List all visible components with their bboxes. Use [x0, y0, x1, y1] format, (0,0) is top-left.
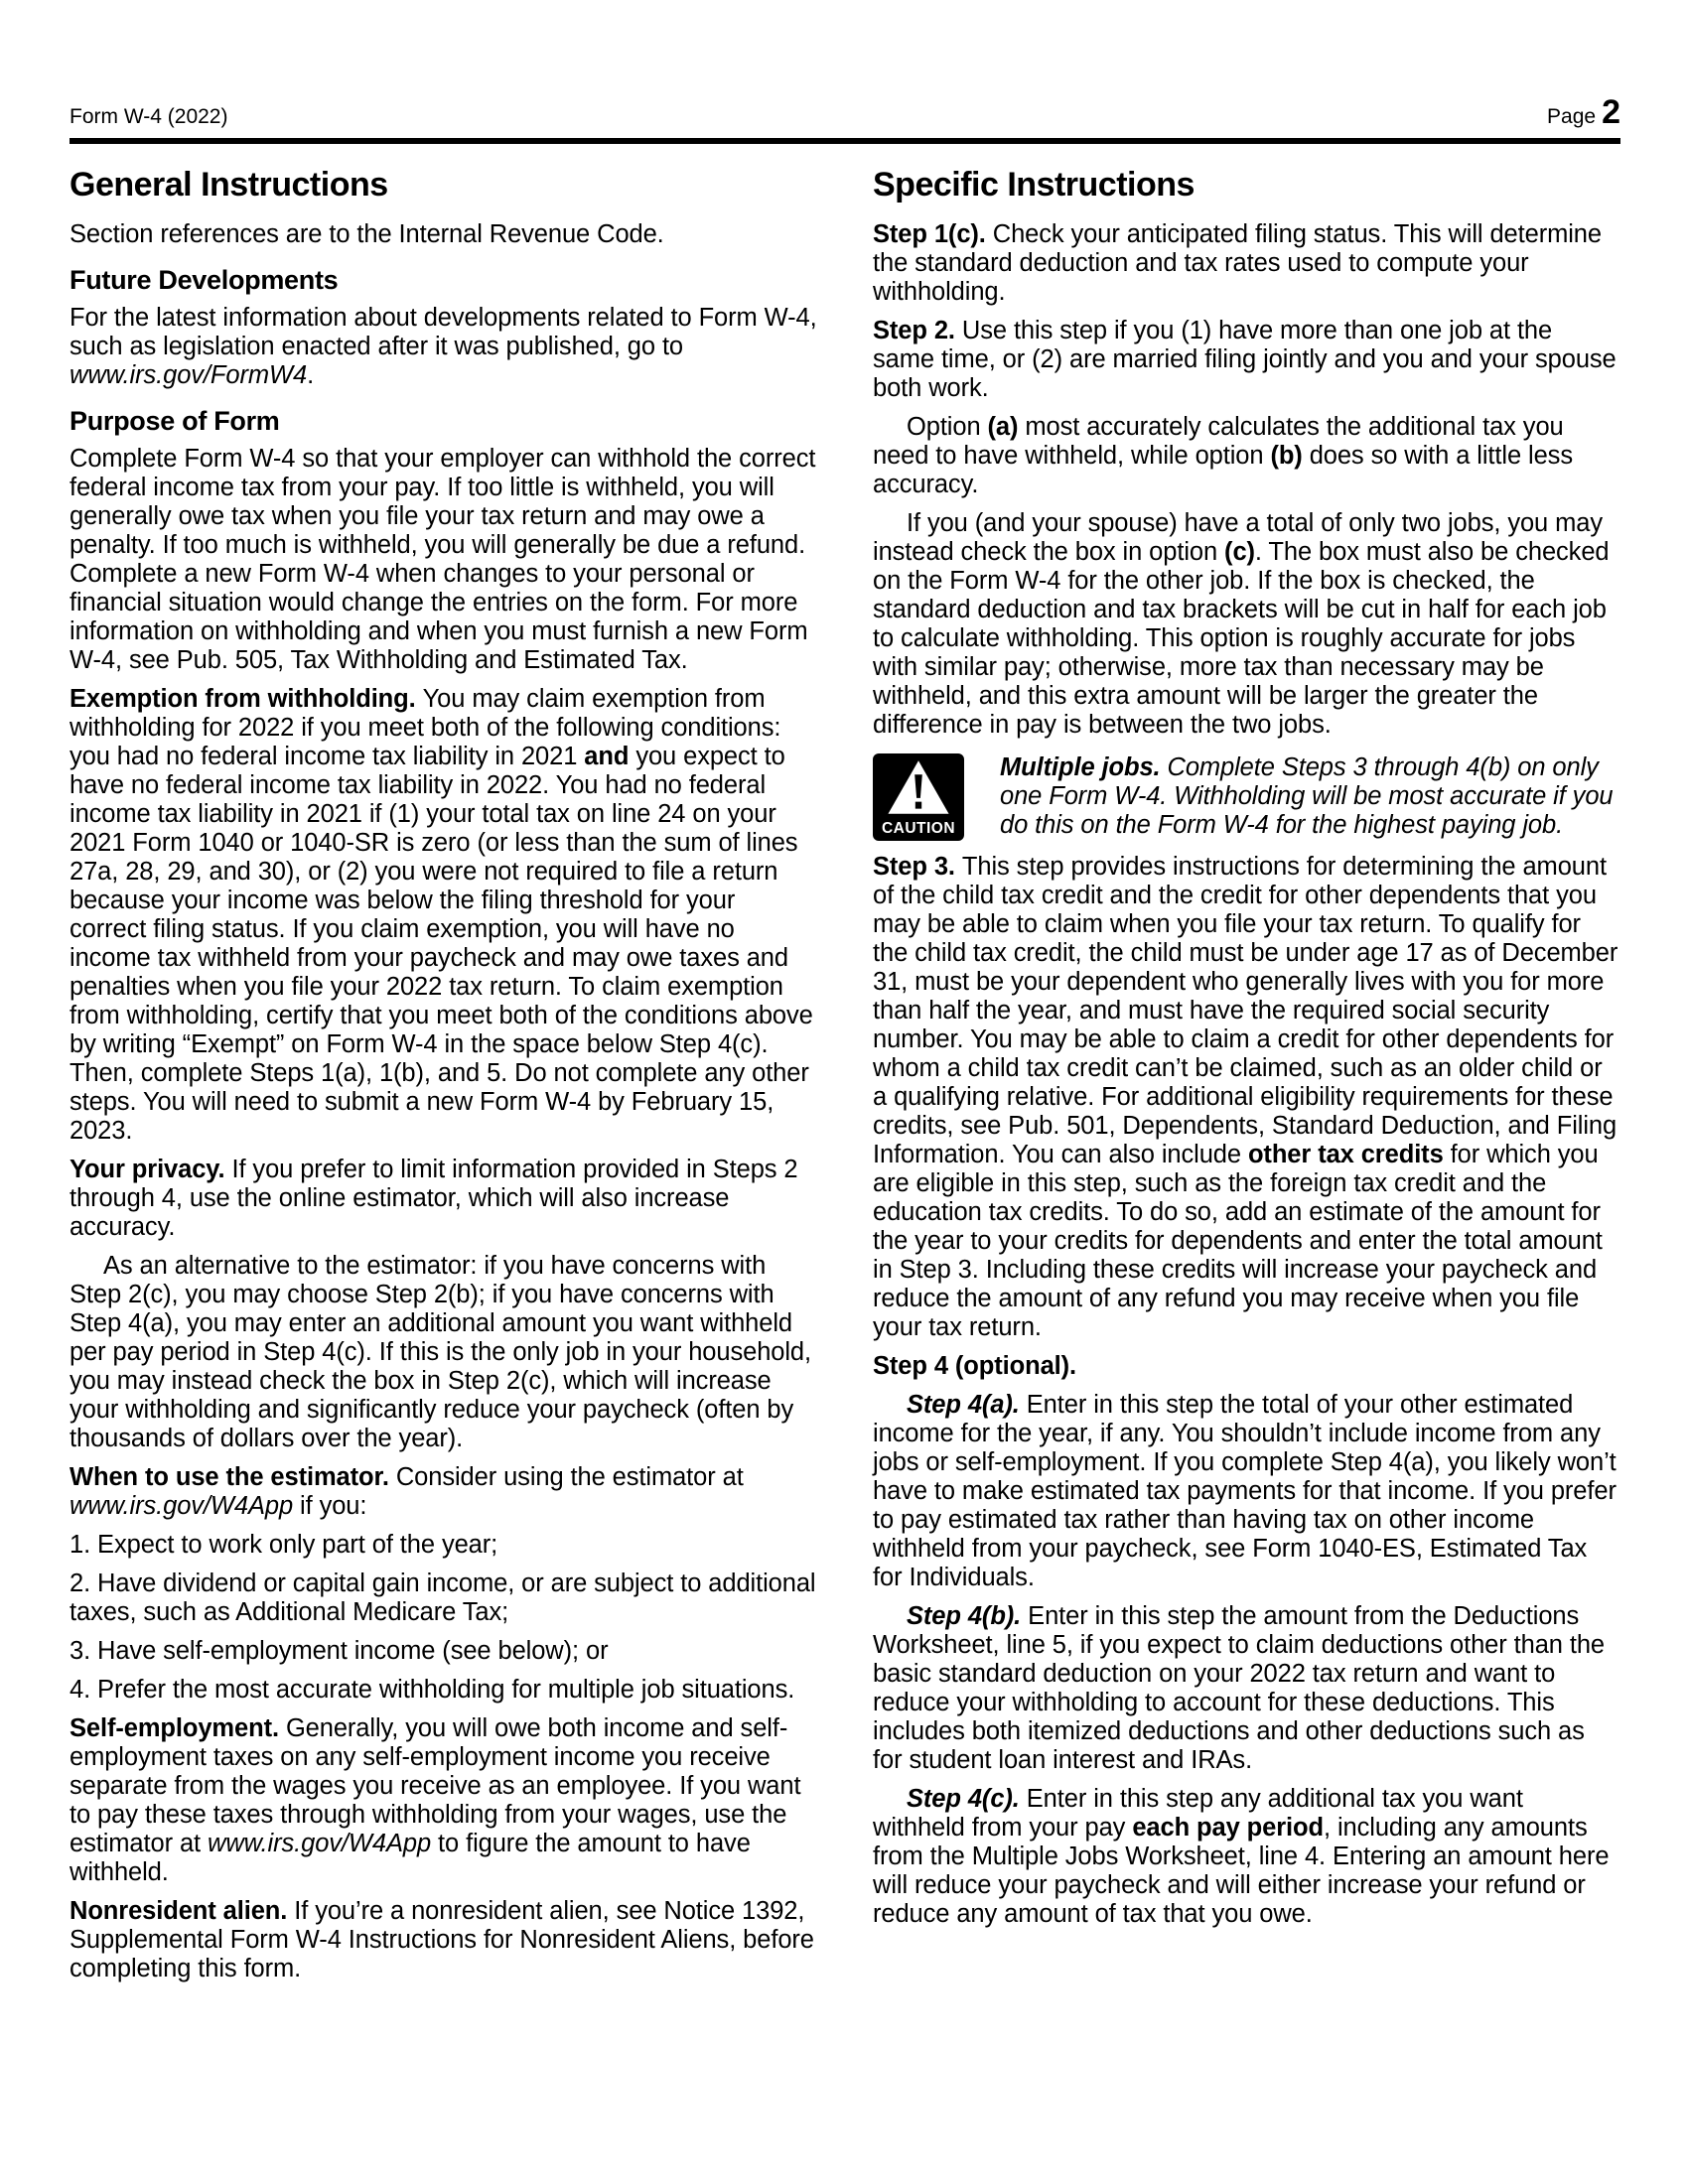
paragraph-your-privacy: Your privacy. If you prefer to limit information provided in Steps 2 through 4, use the online estimator, which will also increase accuracy. — [70, 1156, 798, 1241]
left-column — [70, 156, 817, 1993]
paragraph-step-3: Step 3. This step provides instructions for determining the amount of the child tax credit and the credit for other dependents that you may be able to claim when you file your tax return. To qualify for the child tax credit, the child must be under age 17 as of December 31, must be your dependent who generally lives with you for more than half the year, and must have the required social security number. You may be able to claim a credit for other dependents for whom a child tax credit can’t be claimed, such as an older child or a qualifying relative. For additional eligibility requirements for these credits, see Pub. 501, Dependents, Standard Deduction, and Filing Information. You can also include other tax credits for which you are eligible in this step, such as the foreign tax credit and the education tax credits. To do so, add an estimate of the amount for the year to your credits for dependents and enter the total amount in Step 3. Including these credits will increase your paycheck and reduce the amount of any refund you may receive when you file your tax return. — [873, 853, 1618, 1341]
right-column — [873, 156, 1620, 1993]
page-indicator — [1547, 93, 1620, 132]
paragraph-step-4a: Step 4(a). Enter in this step the total of your other estimated income for the year, if any. You shouldn’t include income from any jobs or self-employment. If you complete Step 4(a), you likely won’t have to make estimated tax payments for that income. If you prefer to pay estimated tax rather than having tax on other income withheld from your paycheck, see Form 1040-ES, Estimated Tax for Individuals. — [873, 1391, 1617, 1591]
caution-icon — [873, 753, 964, 841]
heading-step-4-optional: Step 4 (optional). — [873, 1352, 1077, 1380]
paragraph-when-to-use-estimator: When to use the estimator. Consider using the estimator at www.irs.gov/W4App if you: — [70, 1463, 744, 1520]
page-number: 2 — [1602, 93, 1620, 131]
warning-triangle-icon — [886, 759, 951, 815]
paragraph-purpose-of-form: Complete Form W-4 so that your employer can withhold the correct federal income tax from your pay. If too little is withheld, you will generally owe tax when you file your tax return and may owe a penalty. If too much is withheld, you will generally be due a refund. Complete a new Form W-4 when changes to your personal or financial situation would change the entries on the form. For more information on withholding and when you must furnish a new Form W-4, see Pub. 505, Tax Withholding and Estimated Tax. — [70, 445, 816, 674]
heading-future-developments: Future Developments — [70, 265, 339, 295]
list-item-1: 1. Expect to work only part of the year; — [70, 1531, 498, 1559]
paragraph-nonresident-alien: Nonresident alien. If you’re a nonresident alien, see Notice 1392, Supplemental Form W-4 Instructions for Nonresident Aliens, before completing this form. — [70, 1897, 814, 1982]
paragraph-multiple-jobs-caution: Multiple jobs. Complete Steps 3 through 4(b) on only one Form W-4. Withholding will be most accurate if you do this on the Form W-4 for the highest paying job. — [1000, 753, 1614, 839]
caution-icon-label: CAUTION — [881, 819, 956, 837]
paragraph-exemption-from-withholding: Exemption from withholding. You may claim exemption from withholding for 2022 if you meet both of the following conditions: you had no federal income tax liability in 2021 and you expect to have no federal income tax liability in 2022. You had no federal income tax liability in 2021 if (1) your total tax on line 24 on your 2021 Form 1040 or 1040-SR is zero (or less than the sum of lines 27a, 28, 29, and 30), or (2) you were not required to file a return because your income was below the filing threshold for your correct filing status. If you claim exemption, you will have no income tax withheld from your paycheck and may owe taxes and penalties when you file your 2022 tax return. To claim exemption from withholding, certify that you meet both of the conditions above by writing “Exempt” on Form W-4 in the space below Step 4(c). Then, complete Steps 1(a), 1(b), and 5. Do not complete any other steps. You will need to submit a new Form W-4 by February 15, 2023. — [70, 685, 813, 1145]
caution-callout — [873, 753, 1620, 841]
paragraph-step-4b: Step 4(b). Enter in this step the amount from the Deductions Worksheet, line 5, if you expect to claim deductions other than the basic standard deduction on your 2022 tax return and want to reduce your withholding to account for these deductions. This includes both itemized deductions and other deductions such as for student loan interest and IRAs. — [873, 1602, 1605, 1774]
heading-specific-instructions: Specific Instructions — [873, 166, 1195, 204]
header-divider-rule — [70, 138, 1620, 144]
paragraph-step-4c: Step 4(c). Enter in this step any additional tax you want withheld from your pay each pay period, including any amounts from the Multiple Jobs Worksheet, line 4. Entering an amount here will reduce your paycheck and will either increase your refund or reduce any amount of tax that you owe. — [873, 1785, 1610, 1928]
list-item-3: 3. Have self-employment income (see below); or — [70, 1637, 609, 1665]
paragraph-step-1c: Step 1(c). Check your anticipated filing status. This will determine the standard deduction and tax rates used to compute your withholding. — [873, 220, 1602, 306]
paragraph-option-a-b: Option (a) most accurately calculates the additional tax you need to have withheld, while option (b) does so with a little less accuracy. — [873, 413, 1573, 498]
heading-purpose-of-form: Purpose of Form — [70, 406, 280, 436]
heading-general-instructions: General Instructions — [70, 166, 388, 204]
paragraph-two-jobs-option-c: If you (and your spouse) have a total of only two jobs, you may instead check the box in option (c). The box must also be checked on the Form W-4 for the other job. If the box is checked, the standard deduction and tax brackets will be cut in half for each job to calculate withholding. This option is roughly accurate for jobs with similar pay; otherwise, more tax than necessary may be withheld, and this extra amount will be larger the greater the difference in pay is between the two jobs. — [873, 509, 1610, 739]
form-id: Form W-4 (2022) — [70, 105, 228, 128]
paragraph-section-references: Section references are to the Internal Revenue Code. — [70, 220, 664, 248]
paragraph-estimator-alternative: As an alternative to the estimator: if you have concerns with Step 2(c), you may choose Step 2(b); if you have concerns with Step 4(a), you may enter an additional amount you want withheld per pay period in Step 4(c). If this is the only job in your household, you may instead check the box in Step 2(c), which will increase your withholding and significantly reduce your paycheck (often by thousands of dollars over the year). — [70, 1252, 811, 1452]
list-item-2: 2. Have dividend or capital gain income, or are subject to additional taxes, such as Additional Medicare Tax; — [70, 1570, 816, 1626]
paragraph-future-developments: For the latest information about developments related to Form W-4, such as legislation enacted after it was published, go to www.irs.gov/FormW4. — [70, 304, 817, 389]
page-label: Page — [1547, 105, 1597, 128]
page-header — [70, 0, 1620, 132]
list-item-4: 4. Prefer the most accurate withholding for multiple job situations. — [70, 1676, 795, 1704]
paragraph-self-employment: Self-employment. Generally, you will owe both income and self-employment taxes on any self-employment income you receive separate from the wages you receive as an employee. If you want to pay these taxes through withholding from your wages, use the estimator at www.irs.gov/W4App to figure the amount to have withheld. — [70, 1714, 801, 1886]
paragraph-step-2: Step 2. Use this step if you (1) have more than one job at the same time, or (2) are married filing jointly and you and your spouse both work. — [873, 317, 1617, 402]
two-column-layout — [70, 156, 1620, 1993]
